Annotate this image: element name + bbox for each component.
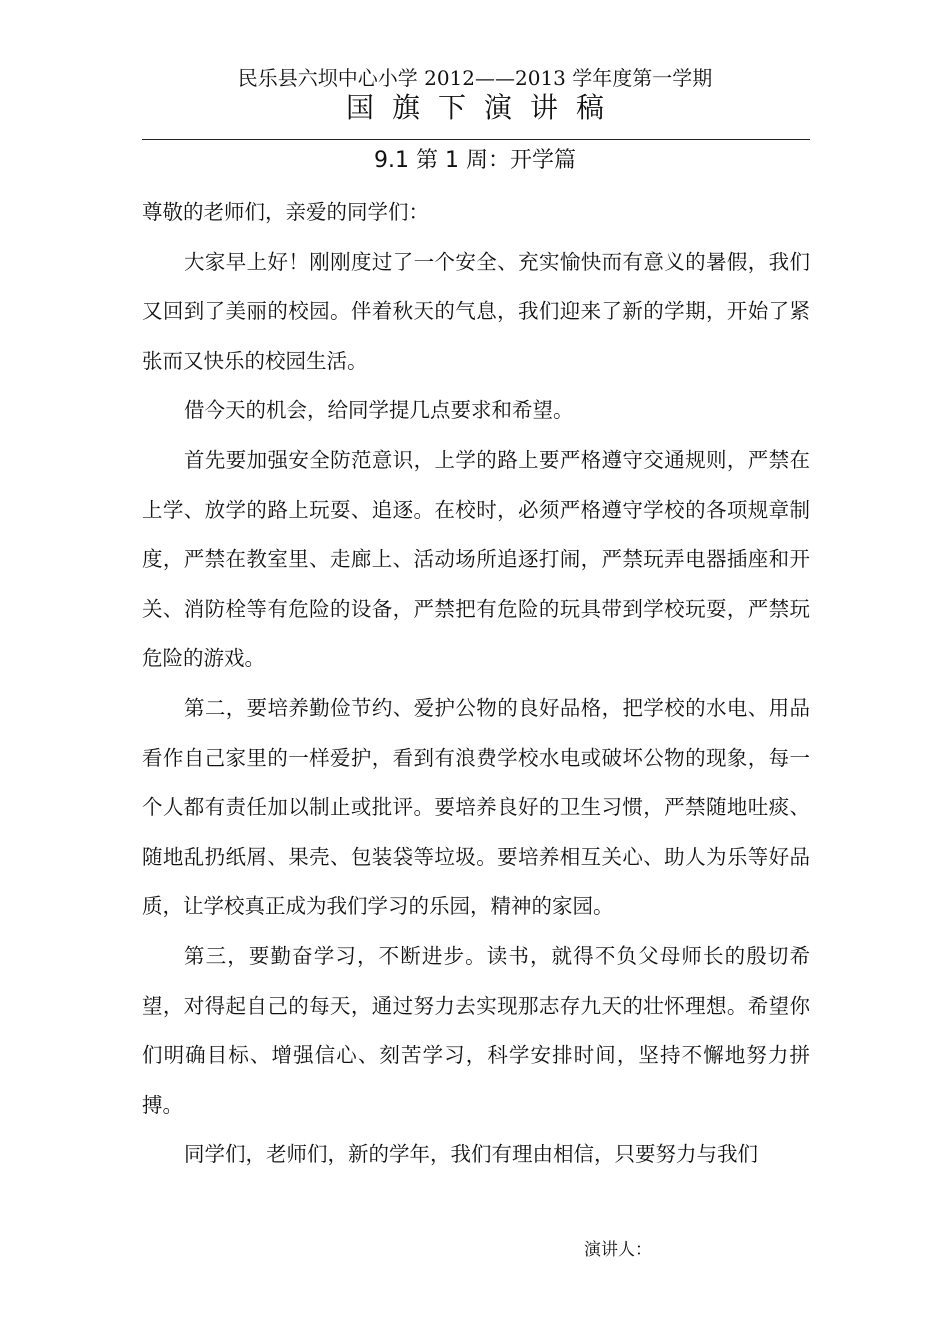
paragraph-greeting: 大家早上好！刚刚度过了一个安全、充实愉快而有意义的暑假，我们又回到了美丽的校园。伴着秋天的气息，我们迎来了新的学期，开始了紧张而又快乐的校园生活。 [142,249,810,373]
week-title: 9.1 第 1 周：开学篇 [374,148,576,173]
speaker-label: 演讲人： [584,1240,652,1260]
paragraph-closing: 同学们，老师们，新的学年，我们有理由相信，只要努力与我们 [184,1142,758,1167]
paragraph-safety: 首先要加强安全防范意识，上学的路上要严格遵守交通规则，严禁在上学、放学的路上玩耍、追逐。在校时，必须严格遵守学校的各项规章制度，严禁在教室里、走廊上、活动场所追逐打闹，严禁玩弄电器插座和开关、消防栓等有危险的设备，严禁把有危险的玩具带到学校玩耍，严禁玩危险的游戏。 [142,447,810,671]
header-divider [142,139,810,140]
paragraph-intro: 借今天的机会，给同学提几点要求和希望。 [184,398,574,423]
speech-body [142,188,810,1180]
paragraph-study: 第三，要勤奋学习，不断进步。读书，就得不负父母师长的殷切希望，对得起自己的每天，通过努力去实现那志存九天的壮怀理想。希望你们明确目标、增强信心、刻苦学习，科学安排时间，坚持不懈地努力拼搏。 [142,943,810,1117]
paragraph-thrift: 第二，要培养勤俭节约、爱护公物的良好品格，把学校的水电、用品看作自己家里的一样爱护，看到有浪费学校水电或破坏公物的现象，每一个人都有责任加以制止或批评。要培养良好的卫生习惯，严禁随地吐痰、随地乱扔纸屑、果壳、包装袋等垃圾。要培养相互关心、助人为乐等好品质，让学校真正成为我们学习的乐园，精神的家园。 [142,695,810,919]
document-title: 国旗下演讲稿 [345,91,622,124]
salutation: 尊敬的老师们，亲爱的同学们： [142,200,429,224]
school-semester-line: 民乐县六坝中心小学 2012——2013 学年度第一学期 [237,66,713,90]
